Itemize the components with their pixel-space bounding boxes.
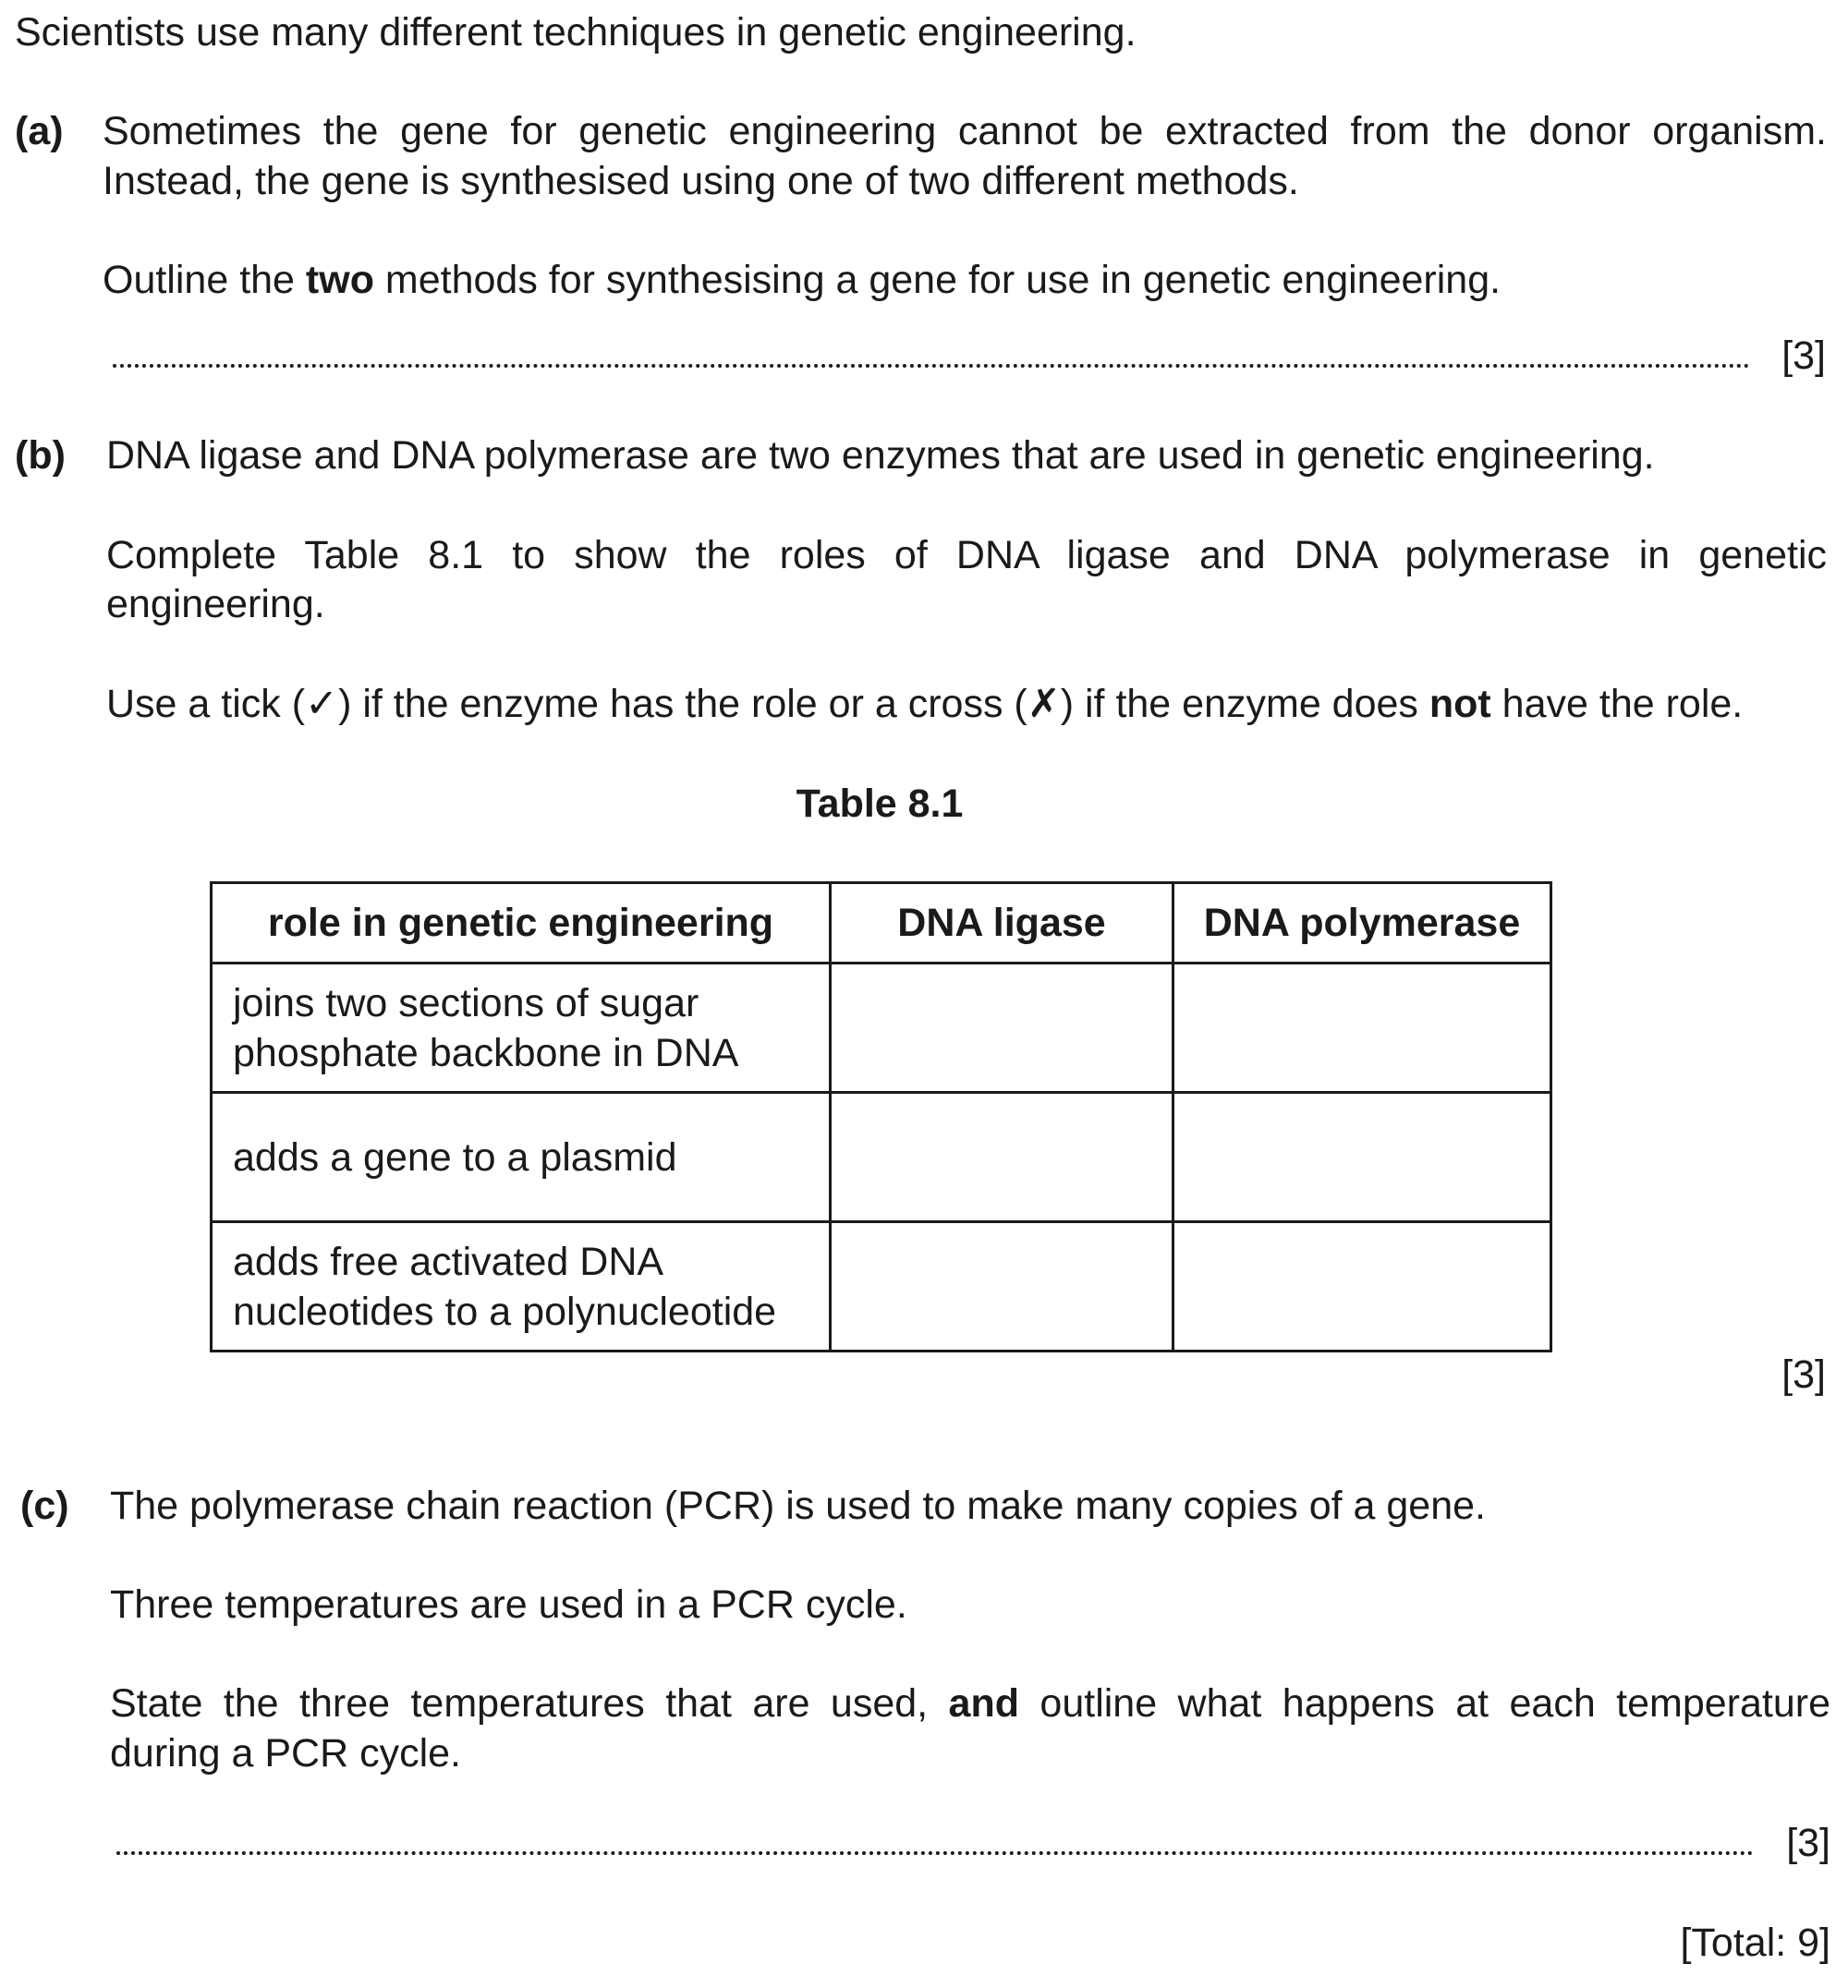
part-c-state-bold: and [948,1681,1019,1726]
dna-ligase-answer-cell[interactable] [831,1222,1173,1352]
header-dna-ligase: DNA ligase [831,883,1173,964]
part-c-state-line1 [110,1679,1830,1728]
table-8-1 [210,881,1552,1352]
part-a-line2: Instead, the gene is synthesised using one of two different methods. [103,159,1299,203]
dna-polymerase-answer-cell[interactable] [1173,1222,1551,1352]
role-cell [212,1222,831,1352]
table-row [212,1222,1551,1352]
part-a-marks: [3] [1781,333,1826,378]
table-caption: Table 8.1 [796,782,964,826]
part-b-use-post: have the role. [1490,682,1744,726]
part-a-label: (a) [15,109,64,153]
dna-ligase-answer-cell[interactable] [831,964,1173,1093]
part-c-line1: The polymerase chain reaction (PCR) is used to make many copies of a gene. [110,1484,1487,1528]
dna-polymerase-answer-cell[interactable] [1173,964,1551,1093]
part-b-label: (b) [15,433,66,478]
role-line: phosphate backbone in DNA [233,1030,739,1075]
part-b-complete-line1: Complete Table 8.1 to show the roles of DNA ligase and DNA polymerase in genetic [106,533,1827,577]
total-marks: [Total: 9] [1680,1921,1830,1965]
role-cell [212,964,831,1093]
part-c-label: (c) [20,1484,69,1528]
part-b-line1: DNA ligase and DNA polymerase are two enzymes that are used in genetic engineering. [106,433,1655,478]
part-a-answer-line[interactable] [113,364,1750,368]
part-b-use-instruction [106,679,1743,729]
role-cell [212,1093,831,1222]
part-a-line1: Sometimes the gene for genetic engineering cannot be extracted from the donor organism. [103,109,1827,153]
table-header-row [212,883,1551,964]
part-c-state-post: outline what happens at each temperature [1019,1681,1831,1726]
role-line: joins two sections of sugar [233,980,699,1025]
header-dna-polymerase: DNA polymerase [1173,883,1551,964]
part-b-use-pre: Use a tick (✓) if the enzyme has the role or a cross (✗) if the enzyme does [106,682,1429,726]
part-c-line2: Three temperatures are used in a PCR cycle. [110,1582,907,1627]
role-line: adds free activated DNA [233,1239,664,1284]
part-a-instruction [103,255,1501,305]
part-c-answer-line[interactable] [116,1851,1754,1855]
part-c-state-line2: during a PCR cycle. [110,1731,461,1776]
role-line: adds a gene to a plasmid [233,1134,677,1180]
dna-polymerase-answer-cell[interactable] [1173,1093,1551,1222]
part-a-instruction-pre: Outline the [103,258,306,302]
table-row [212,964,1551,1093]
part-c-marks: [3] [1786,1821,1830,1865]
role-line: nucleotides to a polynucleotide [233,1289,777,1334]
part-b-marks: [3] [1781,1352,1826,1397]
part-b-use-bold: not [1429,682,1491,726]
part-c-state-pre: State the three temperatures that are used, [110,1681,949,1726]
part-a-instruction-post: methods for synthesising a gene for use in genetic engineering. [373,258,1502,302]
table-row [212,1093,1551,1222]
intro-text: Scientists use many different techniques in genetic engineering. [15,10,1137,55]
part-a-instruction-bold: two [305,258,374,302]
header-role: role in genetic engineering [212,883,831,964]
part-b-complete-line2: engineering. [106,582,325,626]
dna-ligase-answer-cell[interactable] [831,1093,1173,1222]
